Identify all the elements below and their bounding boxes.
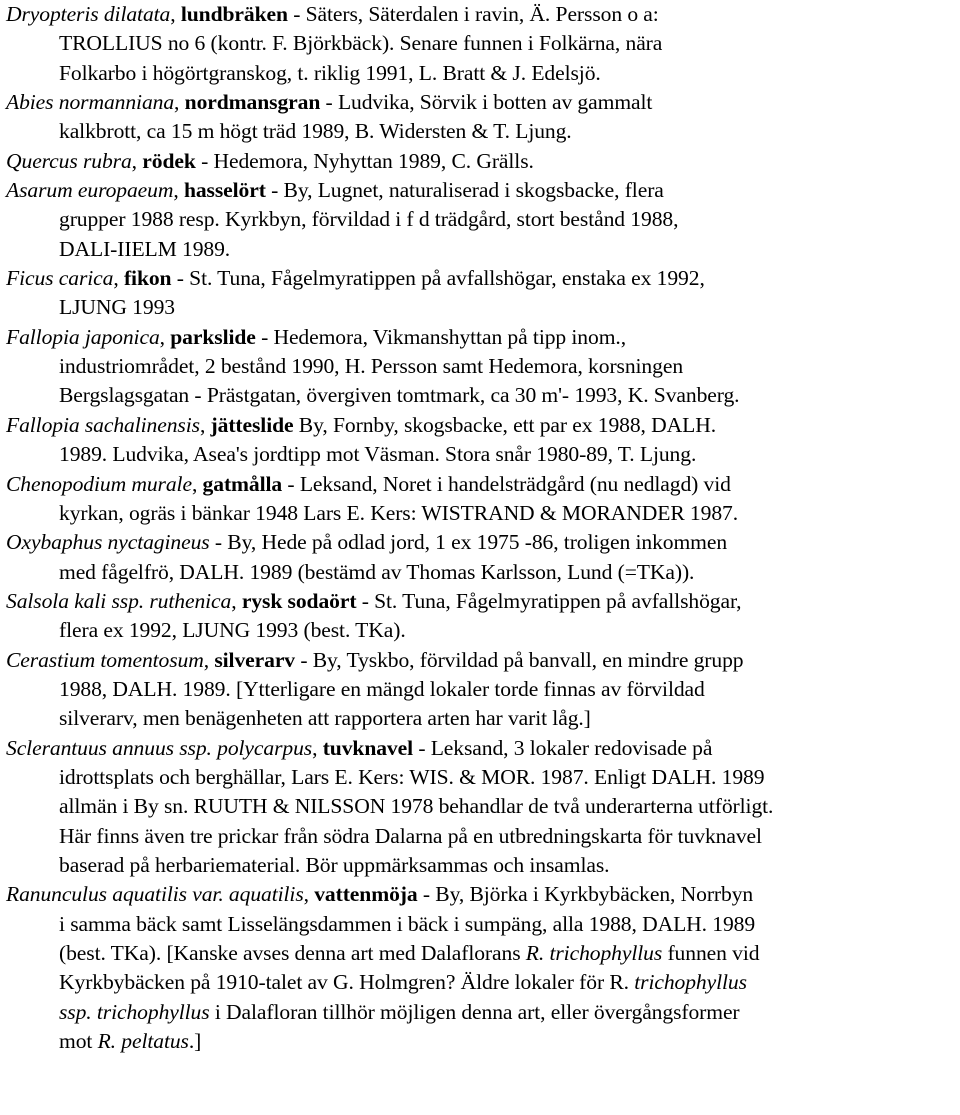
text-line [59,1000,740,1024]
text-segment: - Ludvika, Sörvik i botten av gammalt [320,90,653,115]
common-name: gatmålla [202,471,283,496]
text-segment: - Hedemora, Vikmanshyttan på tipp inom., [255,324,626,349]
text-segment: , [303,882,315,907]
text-segment: med fågelfrö, DALH. 1989 (bestämd av Thomas Karlsson, Lund (=TKa)). [59,559,695,584]
text-segment: DALI-IIELM 1989. [59,236,231,261]
text-segment: kyrkan, ogräs i bänkar 1948 Lars E. Kers: WISTRAND & MORANDER 1987. [59,500,739,525]
text-line [6,325,626,349]
text-segment: , [312,735,323,760]
scientific-name: Quercus rubra [6,148,132,173]
species-entry [6,323,958,411]
text-line [6,648,743,672]
common-name: hasselört [183,178,266,203]
text-segment: - St. Tuna, Fågelmyratippen på avfallshögar, [356,588,742,613]
common-name: fikon [123,266,172,291]
species-entry [6,587,958,646]
text-segment: - By, Hede på odlad jord, 1 ex 1975 -86, troligen inkommen [209,530,728,555]
text-line [6,736,712,760]
species-entry [6,734,958,881]
text-line [6,530,727,554]
document-body [6,0,958,1056]
text-segment: - Säters, Säterdalen i ravin, Ä. Persson o a: [287,2,659,26]
species-entry [6,646,958,734]
text-segment: , [174,90,185,115]
text-line [59,383,739,407]
common-name: nordmansgran [184,90,321,115]
text-line [6,90,652,114]
text-line [6,589,741,613]
text-segment: - By, Tyskbo, förvildad på banvall, en mindre grupp [295,647,744,672]
scientific-name: Fallopia sachalinensis [6,412,200,437]
text-line [59,442,696,466]
text-segment: allmän i By sn. RUUTH & NILSSON 1978 behandlar de två underarterna utförligt. [59,794,774,819]
text-segment: TROLLIUS no 6 (kontr. F. Björkbäck). Senare funnen i Folkärna, nära [59,31,663,56]
text-line [59,560,694,584]
text-segment: , [159,324,171,349]
text-segment: , [191,471,203,496]
scientific-name: Fallopia japonica [6,324,160,349]
text-segment: , [203,647,215,672]
text-segment: - Leksand, 3 lokaler redovisade på [413,735,713,760]
text-segment: - By, Björka i Kyrkbybäcken, Norrbyn [417,882,754,907]
text-line [59,354,683,378]
text-segment: (best. TKa). [Kanske avses denna art med Dalaflorans [59,941,526,965]
common-name: tuvknavel [322,735,414,760]
scientific-name: Cerastium tomentosum [6,647,204,672]
text-line [6,2,659,26]
text-segment: - By, Lugnet, naturaliserad i skogsbacke, flera [265,178,664,203]
text-line [59,618,406,642]
text-segment: - Hedemora, Nyhyttan 1989, C. Grälls. [195,148,534,173]
scientific-name: R. peltatus [97,1029,189,1054]
text-line [59,970,747,994]
text-segment: kalkbrott, ca 15 m högt träd 1989, B. Widersten & T. Ljung. [59,119,572,144]
text-segment: , [170,2,181,26]
text-segment: - Leksand, Noret i handelsträdgård (nu nedlagd) vid [282,471,731,496]
text-segment: , [131,148,143,173]
text-line [6,472,731,496]
text-segment: i samma bäck samt Lisselängsdammen i bäck i sumpäng, alla 1988, DALH. 1989 [59,911,756,936]
species-entry [6,880,958,1056]
text-line [59,941,759,965]
scientific-name: Asarum europaeum [6,178,174,203]
text-segment: , [113,266,124,291]
text-line [59,853,609,877]
scientific-name: Ranunculus aquatilis var. aquatilis [6,882,304,907]
text-segment: 1989. Ludvika, Asea's jordtipp mot Väsman. Stora snår 1980-89, T. Ljung. [59,442,697,467]
text-segment: , [199,412,211,437]
text-line [59,31,662,55]
text-line [59,794,773,818]
scientific-name: Ficus carica [6,266,114,291]
text-line [59,912,755,936]
common-name: rysk sodaört [241,588,357,613]
text-line [59,119,572,143]
text-segment: silverarv, men benägenheten att rapportera arten har varit låg.] [59,706,591,731]
species-entry [6,0,958,88]
text-segment: Folkarbo i högörtgranskog, t. riklig 1991, L. Bratt & J. Edelsjö. [59,60,601,85]
text-segment: grupper 1988 resp. Kyrkbyn, förvildad i f d trädgård, stort bestånd 1988, [59,207,679,232]
text-segment: - St. Tuna, Fågelmyratippen på avfallshögar, enstaka ex 1992, [171,266,705,291]
text-segment: flera ex 1992, LJUNG 1993 (best. TKa). [59,618,406,643]
text-segment: LJUNG 1993 [59,295,175,320]
text-line [59,295,175,319]
text-segment: .] [188,1029,202,1054]
text-line [6,882,753,906]
scientific-name: Oxybaphus nyctagineus [6,530,210,555]
scientific-name: Sclerantuus annuus ssp. polycarpus [6,735,313,760]
species-entry [6,470,958,529]
scientific-name: R. trichophyllus [525,941,663,965]
text-line [6,149,534,173]
text-line [6,266,705,290]
common-name: silverarv [214,647,296,672]
species-entry [6,528,958,587]
species-entry [6,411,958,470]
text-line [59,61,601,85]
text-segment: , [231,588,242,613]
scientific-name: ssp. trichophyllus [59,999,210,1024]
text-segment: Bergslagsgatan - Prästgatan, övergiven tomtmark, ca 30 m'- 1993, K. Svanberg. [59,383,740,408]
text-segment: mot [59,1029,98,1054]
text-line [59,501,738,525]
species-entry [6,176,958,264]
text-segment: Kyrkbybäcken på 1910-talet av G. Holmgren? Äldre lokaler för R. [59,970,635,995]
text-segment: , [173,178,184,203]
text-segment: i Dalafloran tillhör möjligen denna art, eller övergångsformer [209,999,740,1024]
scientific-name: trichophyllus [634,970,747,995]
text-line [59,706,591,730]
text-segment: By, Fornby, skogsbacke, ett par ex 1988, DALH. [293,412,717,437]
text-segment: Här finns även tre prickar från södra Dalarna på en utbredningskarta för tuvknavel [59,823,762,848]
text-line [6,178,664,202]
text-segment: funnen vid [662,941,760,965]
text-segment: industriområdet, 2 bestånd 1990, H. Persson samt Hedemora, korsningen [59,354,684,379]
scientific-name: Chenopodium murale [6,471,192,496]
common-name: vattenmöja [314,882,418,907]
text-line [59,765,764,789]
text-line [59,207,678,231]
text-line [59,824,762,848]
text-segment: baserad på herbariematerial. Bör uppmärksammas och insamlas. [59,852,610,877]
scientific-name: Dryopteris dilatata [6,2,171,26]
common-name: rödek [142,148,196,173]
text-segment: idrottsplats och berghällar, Lars E. Kers: WIS. & MOR. 1987. Enligt DALH. 1989 [59,764,765,789]
scientific-name: Abies normanniana [6,90,175,115]
species-entry [6,264,958,323]
text-line [59,677,705,701]
text-line [6,413,716,437]
common-name: lundbräken [180,2,288,26]
text-segment: 1988, DALH. 1989. [Ytterligare en mängd lokaler torde finnas av förvildad [59,676,705,701]
scientific-name: Salsola kali ssp. ruthenica [6,588,232,613]
species-entry [6,147,958,176]
common-name: jätteslide [210,412,294,437]
text-line [59,237,230,261]
species-entry [6,88,958,147]
text-line [59,1029,201,1053]
common-name: parkslide [170,324,256,349]
